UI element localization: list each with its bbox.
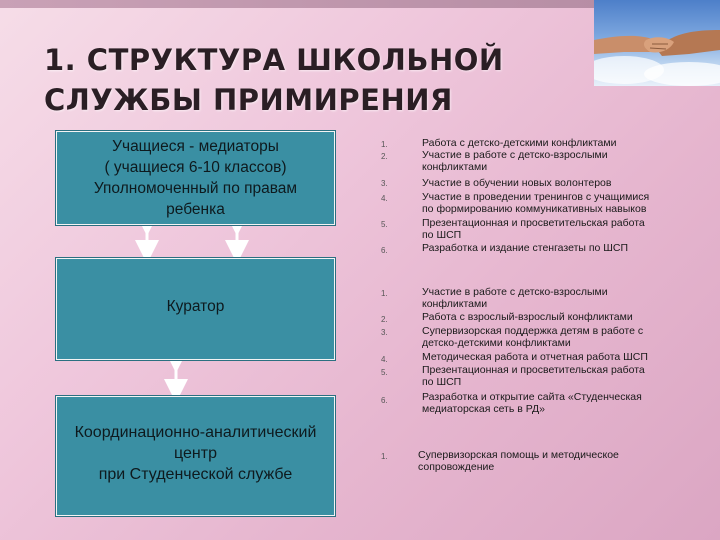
list-number: 3. xyxy=(381,179,388,188)
curator-box-label: Куратор xyxy=(166,298,225,315)
list-item: Участие в обучении новых волонтеров xyxy=(422,177,612,189)
list-number: 2. xyxy=(381,152,388,161)
list-item: Участие в работе с детско-взрослыми конфликтами xyxy=(422,149,608,173)
students-box-line: ребенка xyxy=(166,201,225,218)
list-number: 4. xyxy=(381,194,388,203)
slide-title: 1. СТРУКТУРА ШКОЛЬНОЙ СЛУЖБЫ ПРИМИРЕНИЯ xyxy=(44,43,504,117)
list-number: 5. xyxy=(381,220,388,229)
list-item: Супервизорская помощь и методическое сопровождение xyxy=(418,449,619,473)
list-number: 1. xyxy=(381,452,388,461)
list-number: 1. xyxy=(381,140,388,149)
list-item: Супервизорская поддержка детям в работе с детско-детскими конфликтами xyxy=(422,325,644,349)
center-box-line: Координационно-аналитический xyxy=(74,424,317,441)
list-number: 4. xyxy=(381,355,388,364)
list-item: Презентационная и просветительская работа по ШСП xyxy=(422,364,645,388)
list-item: Работа с детско-детскими конфликтами xyxy=(422,137,617,149)
list-item: Методическая работа и отчетная работа ШСП xyxy=(422,351,648,363)
center-box-line: при Студенческой службе xyxy=(98,466,293,483)
list-number: 2. xyxy=(381,315,388,324)
list-item: Участие в проведении тренингов с учащимися по формированию коммуникативных навыков xyxy=(422,191,650,215)
center-box-line: центр xyxy=(174,445,217,462)
list-number: 6. xyxy=(381,246,388,255)
list-number: 3. xyxy=(381,328,388,337)
list-item: Работа с взрослый-взрослый конфликтами xyxy=(422,311,633,323)
list-item: Разработка и открытие сайта «Студенческая медиаторская сеть в РД» xyxy=(422,391,642,415)
list-item: Разработка и издание стенгазеты по ШСП xyxy=(422,242,629,254)
list-item: Презентационная и просветительская работа по ШСП xyxy=(422,217,645,241)
list-number: 5. xyxy=(381,368,388,377)
students-box-line: ( учащиеся 6-10 классов) xyxy=(104,159,287,176)
list-number: 1. xyxy=(381,289,388,298)
list-item: Участие в работе с детско-взрослыми конфликтами xyxy=(422,286,608,310)
students-box-line: Уполномоченный по правам xyxy=(93,180,298,197)
students-box-line: Учащиеся - медиаторы xyxy=(112,138,279,155)
list-number: 6. xyxy=(381,396,388,405)
